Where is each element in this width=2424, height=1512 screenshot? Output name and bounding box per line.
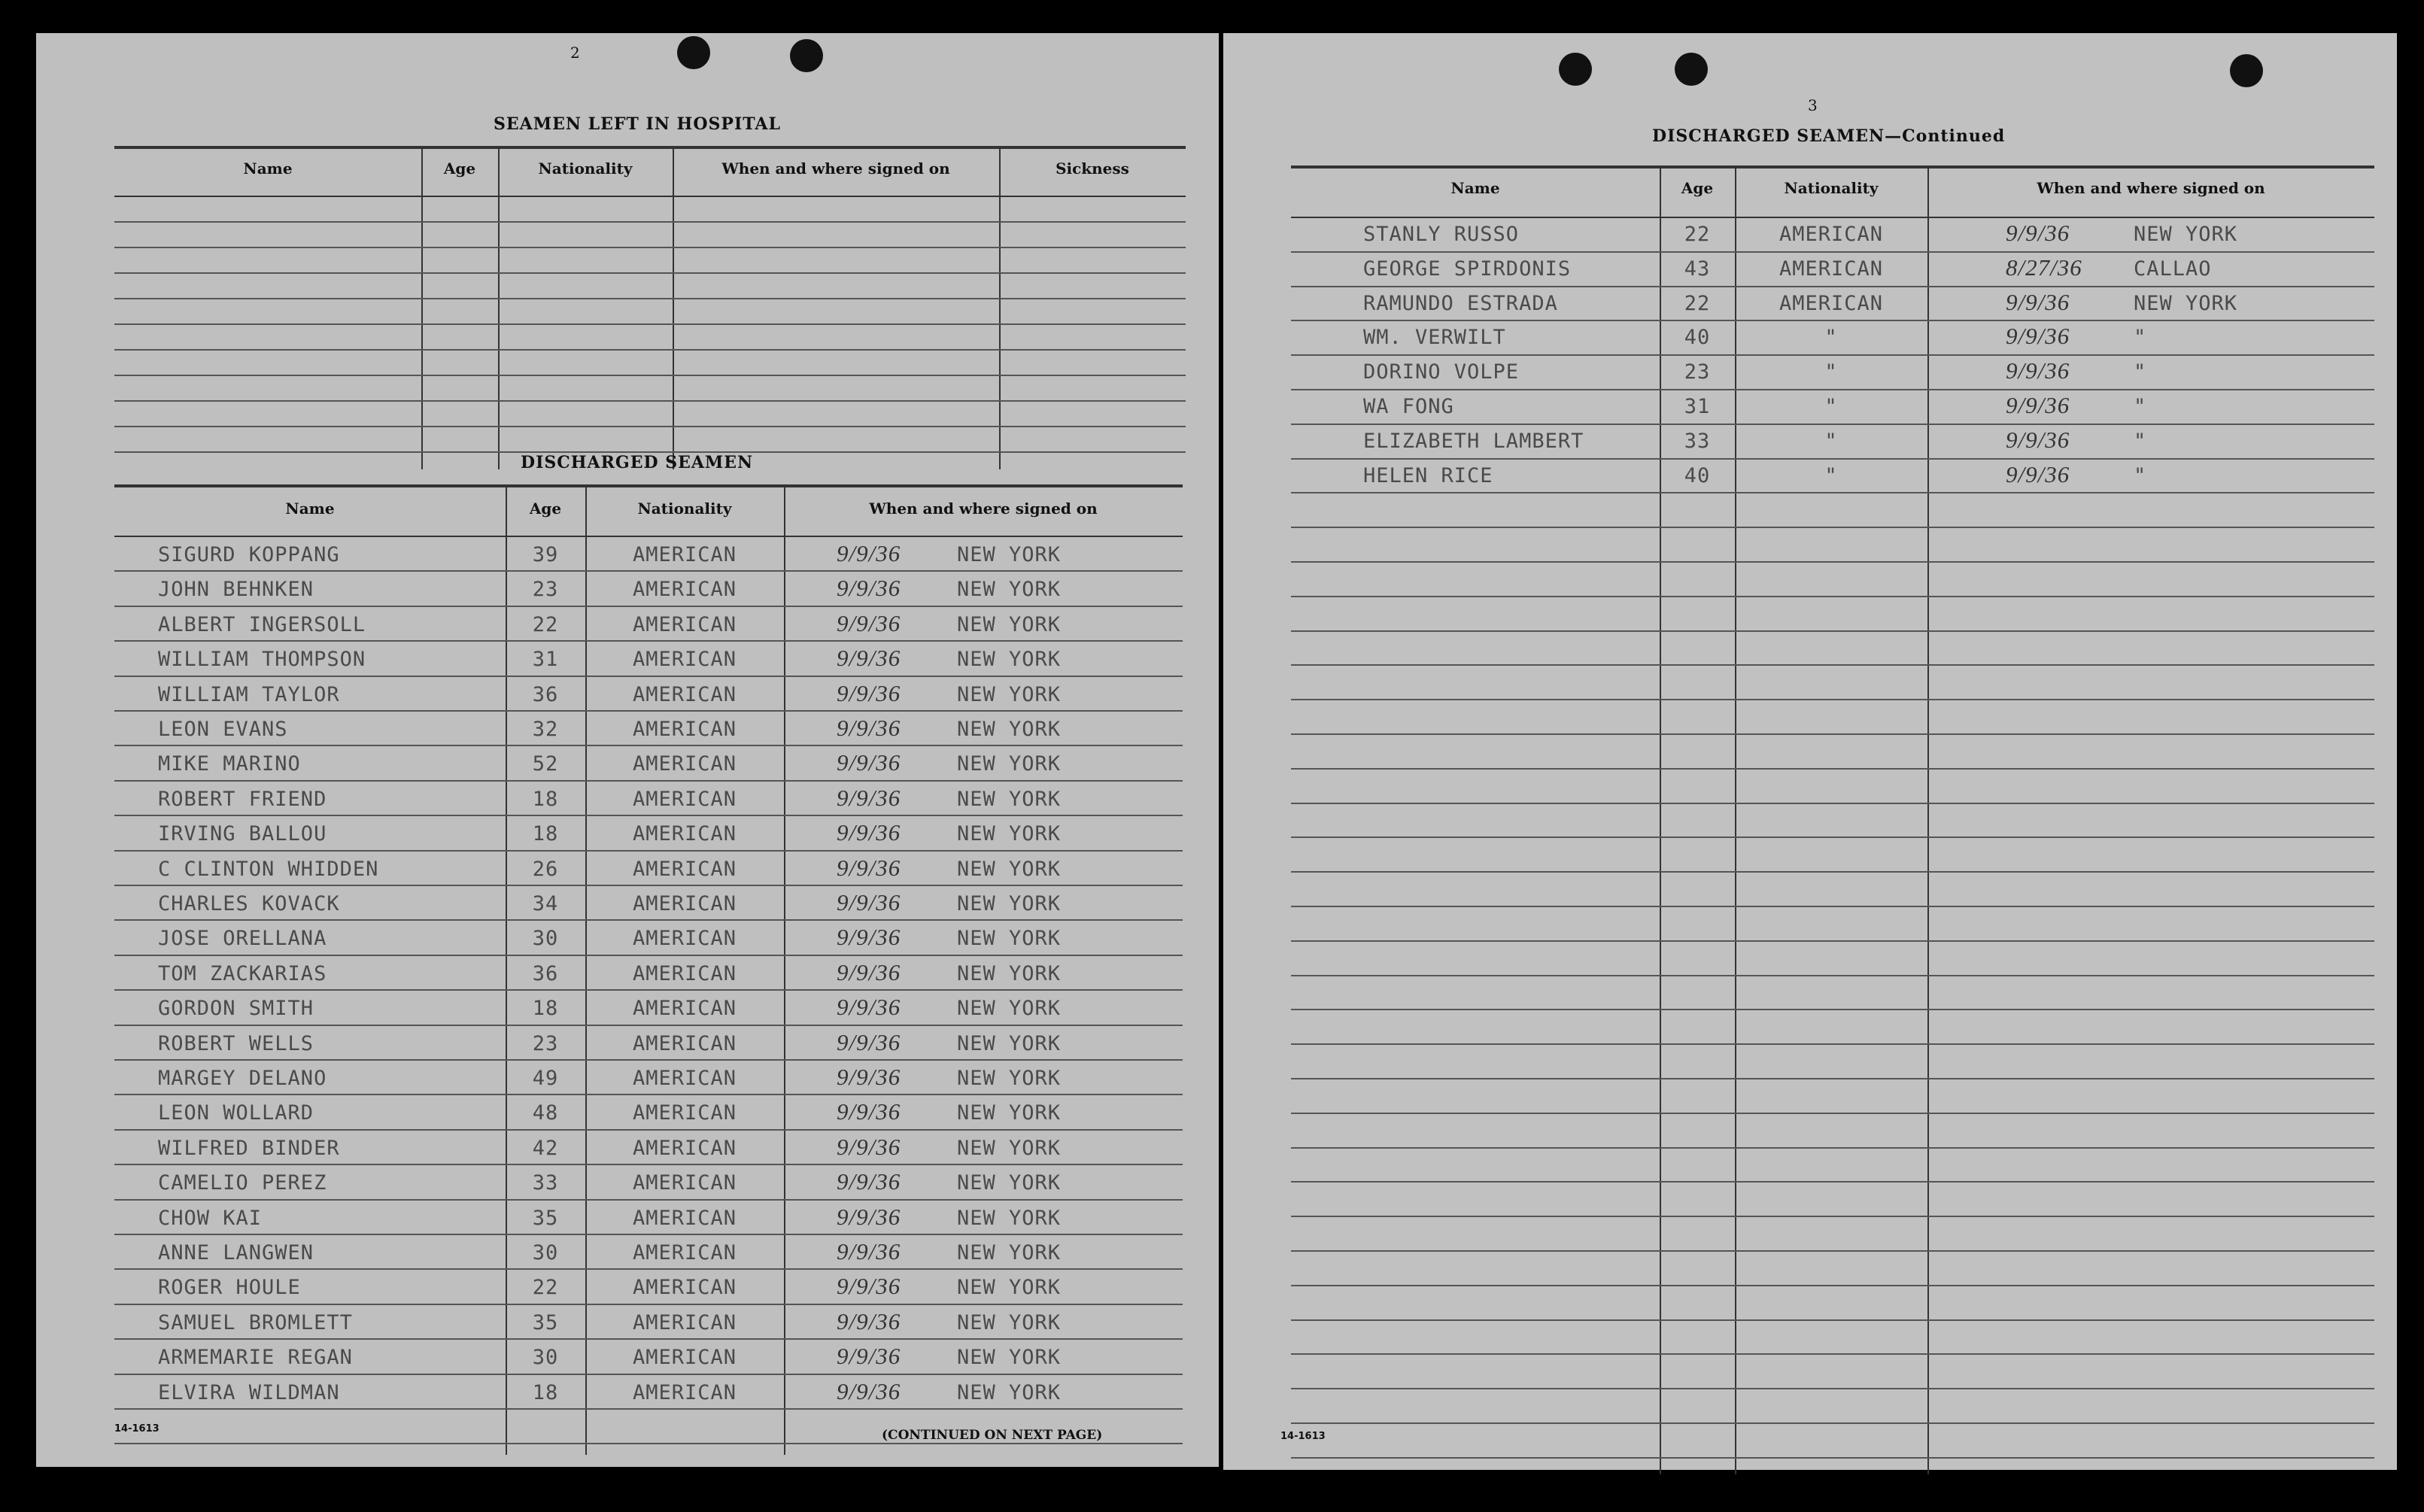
seaman-nationality: " <box>1824 429 1838 453</box>
column-divider <box>673 147 674 469</box>
signed-on-date: 9/9/36 <box>837 854 901 881</box>
column-header: Age <box>443 159 476 178</box>
row-rule <box>1291 871 2374 873</box>
signed-on-date: 9/9/36 <box>837 715 901 741</box>
seaman-name: LEON EVANS <box>158 718 288 741</box>
column-header: Age <box>1681 179 1714 197</box>
column-header: Name <box>285 499 335 518</box>
row-rule <box>1291 1285 2374 1286</box>
row-rule <box>114 400 1186 402</box>
signed-on-date: 9/9/36 <box>837 1064 901 1090</box>
column-header: Name <box>1450 179 1500 197</box>
row-rule <box>1291 1113 2374 1114</box>
seaman-name: ROGER HOULE <box>158 1276 301 1300</box>
row-rule <box>114 1268 1183 1270</box>
header-bottom-rule <box>114 536 1183 537</box>
row-rule <box>1291 1250 2374 1252</box>
signed-on-place: NEW YORK <box>957 1206 1062 1230</box>
signed-on-place: NEW YORK <box>957 1346 1062 1370</box>
signed-on-date: 9/9/36 <box>837 575 901 602</box>
signed-on-place: CALLAO <box>2134 257 2212 281</box>
seaman-name: MARGEY DELANO <box>158 1067 327 1090</box>
row-rule <box>1291 320 2374 321</box>
seaman-nationality: " <box>1824 395 1838 418</box>
row-rule <box>114 323 1186 325</box>
seaman-name: ELVIRA WILDMAN <box>158 1380 340 1404</box>
signed-on-date: 9/9/36 <box>837 958 901 985</box>
row-rule <box>114 426 1186 427</box>
seaman-age: 40 <box>1684 326 1711 350</box>
row-rule <box>114 919 1183 921</box>
seaman-age: 39 <box>532 543 559 566</box>
signed-on-place: NEW YORK <box>957 1171 1062 1195</box>
row-rule <box>114 247 1186 248</box>
column-header: When and where signed on <box>721 159 950 178</box>
seaman-name: ARMEMARIE REGAN <box>158 1346 353 1370</box>
row-rule <box>114 298 1186 299</box>
signed-on-date: 9/9/36 <box>837 540 901 566</box>
seaman-nationality: AMERICAN <box>632 648 737 672</box>
row-rule <box>1291 1457 2374 1459</box>
seaman-nationality: AMERICAN <box>632 1380 737 1404</box>
seaman-nationality: AMERICAN <box>632 1067 737 1090</box>
seaman-age: 26 <box>532 857 559 881</box>
signed-on-place: NEW YORK <box>957 892 1062 915</box>
seaman-age: 31 <box>1684 395 1711 418</box>
hospital-title: SEAMEN LEFT IN HOSPITAL <box>494 114 781 134</box>
seaman-name: ALBERT INGERSOLL <box>158 612 366 636</box>
seaman-nationality: AMERICAN <box>632 752 737 776</box>
seaman-age: 23 <box>532 1031 559 1055</box>
signed-on-date: 9/9/36 <box>837 679 901 706</box>
signed-on-date: 9/9/36 <box>2006 392 2070 418</box>
signed-on-date: 9/9/36 <box>837 924 901 951</box>
signed-on-date: 9/9/36 <box>837 645 901 672</box>
row-rule <box>1291 1388 2374 1389</box>
signed-on-date: 9/9/36 <box>837 1343 901 1370</box>
seaman-age: 23 <box>532 578 559 602</box>
signed-on-place: NEW YORK <box>957 857 1062 881</box>
row-rule <box>114 1304 1183 1305</box>
column-header: When and where signed on <box>869 499 1098 518</box>
seaman-age: 22 <box>1684 223 1711 246</box>
seaman-age: 52 <box>532 752 559 776</box>
signed-on-place: NEW YORK <box>957 997 1062 1021</box>
seaman-nationality: AMERICAN <box>632 892 737 915</box>
punch-hole <box>790 39 823 72</box>
seaman-nationality: AMERICAN <box>632 1206 737 1230</box>
seaman-age: 33 <box>532 1171 559 1195</box>
signed-on-date: 9/9/36 <box>2006 323 2070 350</box>
seaman-age: 35 <box>532 1206 559 1230</box>
row-rule <box>1291 1319 2374 1321</box>
form-number: 14-1613 <box>1280 1431 1326 1442</box>
row-rule <box>1291 803 2374 804</box>
seaman-nationality: AMERICAN <box>632 787 737 811</box>
row-rule <box>1291 1009 2374 1010</box>
seaman-age: 34 <box>532 892 559 915</box>
seaman-name: WILLIAM THOMPSON <box>158 648 366 672</box>
row-rule <box>114 955 1183 956</box>
seaman-nationality: AMERICAN <box>632 1171 737 1195</box>
signed-on-date: 9/9/36 <box>837 1168 901 1195</box>
seaman-name: WM. VERWILT <box>1363 326 1506 350</box>
seaman-age: 32 <box>532 718 559 741</box>
signed-on-place: NEW YORK <box>957 578 1062 602</box>
signed-on-place: " <box>2134 463 2147 487</box>
row-rule <box>1291 664 2374 666</box>
row-rule <box>114 1374 1183 1375</box>
signed-on-date: 9/9/36 <box>837 1203 901 1230</box>
signed-on-place: NEW YORK <box>957 961 1062 985</box>
row-rule <box>114 1129 1183 1131</box>
seaman-name: ANNE LANGWEN <box>158 1241 314 1265</box>
row-rule <box>114 1025 1183 1026</box>
row-rule <box>1291 286 2374 287</box>
signed-on-date: 9/9/36 <box>837 749 901 776</box>
seaman-age: 48 <box>532 1101 559 1125</box>
table-top-rule <box>1291 165 2374 169</box>
column-header: Nationality <box>637 499 732 518</box>
row-rule <box>1291 1422 2374 1424</box>
row-rule <box>114 989 1183 991</box>
table-top-rule <box>114 484 1183 487</box>
column-divider <box>1927 167 1929 1474</box>
row-rule <box>1291 424 2374 425</box>
seaman-age: 22 <box>532 1276 559 1300</box>
seaman-age: 22 <box>532 612 559 636</box>
row-rule <box>114 745 1183 746</box>
row-rule <box>1291 630 2374 632</box>
seaman-nationality: AMERICAN <box>632 1241 737 1265</box>
punch-hole <box>1559 53 1592 86</box>
seaman-age: 30 <box>532 1346 559 1370</box>
row-rule <box>114 640 1183 642</box>
seaman-name: LEON WOLLARD <box>158 1101 314 1125</box>
row-rule <box>114 1059 1183 1061</box>
seaman-nationality: AMERICAN <box>632 927 737 951</box>
signed-on-date: 9/9/36 <box>837 819 901 846</box>
seaman-name: SAMUEL BROMLETT <box>158 1310 353 1334</box>
signed-on-place: NEW YORK <box>2134 223 2238 246</box>
column-header: Sickness <box>1056 159 1129 178</box>
punch-hole <box>677 36 710 69</box>
punch-hole <box>1675 53 1708 86</box>
header-bottom-rule <box>1291 217 2374 218</box>
row-rule <box>1291 354 2374 356</box>
signed-on-date: 9/9/36 <box>2006 426 2070 453</box>
column-divider <box>784 486 785 1455</box>
signed-on-date: 9/9/36 <box>837 1133 901 1160</box>
row-rule <box>114 1164 1183 1165</box>
signed-on-place: NEW YORK <box>957 612 1062 636</box>
seaman-nationality: AMERICAN <box>632 961 737 985</box>
seaman-age: 33 <box>1684 429 1711 453</box>
seaman-age: 36 <box>532 682 559 706</box>
seaman-name: C CLINTON WHIDDEN <box>158 857 379 881</box>
row-rule <box>114 272 1186 274</box>
signed-on-place: " <box>2134 326 2147 350</box>
right-page <box>1223 33 2397 1470</box>
row-rule <box>114 606 1183 607</box>
seaman-nationality: AMERICAN <box>632 1136 737 1160</box>
signed-on-place: " <box>2134 360 2147 384</box>
seaman-age: 40 <box>1684 463 1711 487</box>
seaman-age: 23 <box>1684 360 1711 384</box>
seaman-nationality: AMERICAN <box>632 1276 737 1300</box>
row-rule <box>1291 699 2374 700</box>
seaman-name: DORINO VOLPE <box>1363 360 1520 384</box>
signed-on-date: 9/9/36 <box>2006 460 2070 487</box>
seaman-name: WILFRED BINDER <box>158 1136 340 1160</box>
seaman-nationality: AMERICAN <box>632 718 737 741</box>
signed-on-date: 9/9/36 <box>2006 220 2070 246</box>
row-rule <box>1291 975 2374 976</box>
seaman-age: 35 <box>532 1310 559 1334</box>
signed-on-place: NEW YORK <box>957 1136 1062 1160</box>
signed-on-date: 9/9/36 <box>837 784 901 811</box>
row-rule <box>114 780 1183 782</box>
continued-footer: (CONTINUED ON NEXT PAGE) <box>882 1428 1103 1443</box>
row-rule <box>1291 940 2374 942</box>
row-rule <box>1291 1216 2374 1217</box>
seaman-name: WILLIAM TAYLOR <box>158 682 340 706</box>
seaman-nationality: " <box>1824 360 1838 384</box>
signed-on-place: NEW YORK <box>957 1310 1062 1334</box>
seaman-nationality: AMERICAN <box>632 543 737 566</box>
seaman-name: RAMUNDO ESTRADA <box>1363 291 1558 315</box>
signed-on-place: NEW YORK <box>957 752 1062 776</box>
row-rule <box>114 375 1186 376</box>
signed-on-date: 9/9/36 <box>837 994 901 1021</box>
row-rule <box>114 1199 1183 1201</box>
seaman-nationality: " <box>1824 463 1838 487</box>
row-rule <box>114 1234 1183 1235</box>
row-rule <box>114 1094 1183 1095</box>
seaman-nationality: AMERICAN <box>1779 223 1884 246</box>
row-rule <box>114 1443 1183 1444</box>
row-rule <box>114 885 1183 886</box>
signed-on-date: 9/9/36 <box>837 1377 901 1404</box>
seaman-name: CHARLES KOVACK <box>158 892 340 915</box>
signed-on-place: NEW YORK <box>957 1101 1062 1125</box>
seaman-name: SIGURD KOPPANG <box>158 543 340 566</box>
seaman-name: HELEN RICE <box>1363 463 1493 487</box>
signed-on-date: 9/9/36 <box>837 1028 901 1055</box>
signed-on-date: 9/9/36 <box>837 889 901 915</box>
row-rule <box>1291 596 2374 597</box>
seaman-name: IRVING BALLOU <box>158 822 327 846</box>
row-rule <box>1291 389 2374 390</box>
signed-on-date: 9/9/36 <box>2006 357 2070 384</box>
seaman-nationality: AMERICAN <box>632 997 737 1021</box>
signed-on-place: " <box>2134 429 2147 453</box>
signed-on-date: 9/9/36 <box>837 609 901 636</box>
row-rule <box>1291 561 2374 563</box>
signed-on-date: 9/9/36 <box>837 1307 901 1334</box>
continued-title: DISCHARGED SEAMEN—Continued <box>1652 126 2006 146</box>
seaman-name: JOSE ORELLANA <box>158 927 327 951</box>
row-rule <box>114 710 1183 712</box>
row-rule <box>1291 492 2374 493</box>
column-divider <box>999 147 1001 469</box>
seaman-name: STANLY RUSSO <box>1363 223 1520 246</box>
seaman-nationality: AMERICAN <box>632 612 737 636</box>
continued-table <box>1291 165 2374 1474</box>
signed-on-place: NEW YORK <box>957 543 1062 566</box>
left-page <box>36 33 1219 1467</box>
punch-hole <box>2230 54 2263 87</box>
row-rule <box>1291 836 2374 838</box>
row-rule <box>1291 768 2374 770</box>
signed-on-place: NEW YORK <box>957 1380 1062 1404</box>
seaman-nationality: AMERICAN <box>632 1310 737 1334</box>
page-number: 3 <box>1808 96 1818 114</box>
discharged-title: DISCHARGED SEAMEN <box>521 453 754 472</box>
seaman-nationality: AMERICAN <box>1779 291 1884 315</box>
column-header: Nationality <box>538 159 633 178</box>
seaman-nationality: AMERICAN <box>632 1031 737 1055</box>
table-top-rule <box>114 146 1186 149</box>
seaman-age: 31 <box>532 648 559 672</box>
column-header: Name <box>243 159 293 178</box>
seaman-age: 18 <box>532 997 559 1021</box>
row-rule <box>1291 1181 2374 1183</box>
seaman-age: 43 <box>1684 257 1711 281</box>
seaman-age: 18 <box>532 822 559 846</box>
seaman-age: 36 <box>532 961 559 985</box>
seaman-age: 22 <box>1684 291 1711 315</box>
signed-on-place: NEW YORK <box>957 1276 1062 1300</box>
column-header: Age <box>529 499 562 518</box>
seaman-age: 30 <box>532 1241 559 1265</box>
seaman-nationality: AMERICAN <box>632 857 737 881</box>
row-rule <box>1291 1353 2374 1355</box>
seaman-nationality: AMERICAN <box>632 682 737 706</box>
row-rule <box>114 570 1183 572</box>
row-rule <box>1291 527 2374 528</box>
row-rule <box>114 349 1186 351</box>
seaman-age: 49 <box>532 1067 559 1090</box>
seaman-age: 42 <box>532 1136 559 1160</box>
column-divider <box>498 147 500 469</box>
seaman-name: CAMELIO PEREZ <box>158 1171 327 1195</box>
signed-on-place: " <box>2134 395 2147 418</box>
row-rule <box>1291 1078 2374 1079</box>
signed-on-place: NEW YORK <box>957 682 1062 706</box>
row-rule <box>114 221 1186 223</box>
seaman-age: 18 <box>532 1380 559 1404</box>
signed-on-date: 8/27/36 <box>2006 254 2082 281</box>
page-number: 2 <box>570 44 580 62</box>
column-header: Nationality <box>1784 179 1879 197</box>
row-rule <box>1291 906 2374 907</box>
seaman-name: GORDON SMITH <box>158 997 314 1021</box>
seaman-nationality: AMERICAN <box>1779 257 1884 281</box>
seaman-name: ELIZABETH LAMBERT <box>1363 429 1584 453</box>
seaman-name: CHOW KAI <box>158 1206 263 1230</box>
row-rule <box>1291 1043 2374 1045</box>
signed-on-date: 9/9/36 <box>837 1273 901 1300</box>
seaman-nationality: AMERICAN <box>632 822 737 846</box>
signed-on-date: 9/9/36 <box>2006 288 2070 315</box>
column-divider <box>421 147 423 469</box>
seaman-name: ROBERT FRIEND <box>158 787 327 811</box>
header-bottom-rule <box>114 196 1186 197</box>
row-rule <box>114 850 1183 852</box>
seaman-name: WA FONG <box>1363 395 1454 418</box>
signed-on-place: NEW YORK <box>957 718 1062 741</box>
signed-on-place: NEW YORK <box>957 1031 1062 1055</box>
seaman-name: MIKE MARINO <box>158 752 301 776</box>
signed-on-place: NEW YORK <box>957 1067 1062 1090</box>
signed-on-place: NEW YORK <box>957 648 1062 672</box>
discharged-table <box>114 484 1183 1455</box>
seaman-nationality: AMERICAN <box>632 1101 737 1125</box>
seaman-nationality: " <box>1824 326 1838 350</box>
form-number: 14-1613 <box>114 1423 159 1435</box>
row-rule <box>1291 251 2374 253</box>
seaman-age: 30 <box>532 927 559 951</box>
seaman-name: TOM ZACKARIAS <box>158 961 327 985</box>
row-rule <box>1291 1147 2374 1149</box>
row-rule <box>114 676 1183 677</box>
seaman-nationality: AMERICAN <box>632 578 737 602</box>
column-header: When and where signed on <box>2037 179 2265 197</box>
seaman-name: GEORGE SPIRDONIS <box>1363 257 1572 281</box>
row-rule <box>114 1408 1183 1410</box>
seaman-name: ROBERT WELLS <box>158 1031 314 1055</box>
row-rule <box>114 1338 1183 1340</box>
row-rule <box>114 815 1183 816</box>
signed-on-place: NEW YORK <box>2134 291 2238 315</box>
signed-on-place: NEW YORK <box>957 822 1062 846</box>
hospital-table <box>114 146 1186 469</box>
row-rule <box>1291 458 2374 460</box>
signed-on-place: NEW YORK <box>957 787 1062 811</box>
signed-on-place: NEW YORK <box>957 927 1062 951</box>
seaman-age: 18 <box>532 787 559 811</box>
seaman-nationality: AMERICAN <box>632 1346 737 1370</box>
signed-on-date: 9/9/36 <box>837 1238 901 1265</box>
signed-on-date: 9/9/36 <box>837 1098 901 1125</box>
signed-on-place: NEW YORK <box>957 1241 1062 1265</box>
seaman-name: JOHN BEHNKEN <box>158 578 314 602</box>
row-rule <box>1291 733 2374 735</box>
